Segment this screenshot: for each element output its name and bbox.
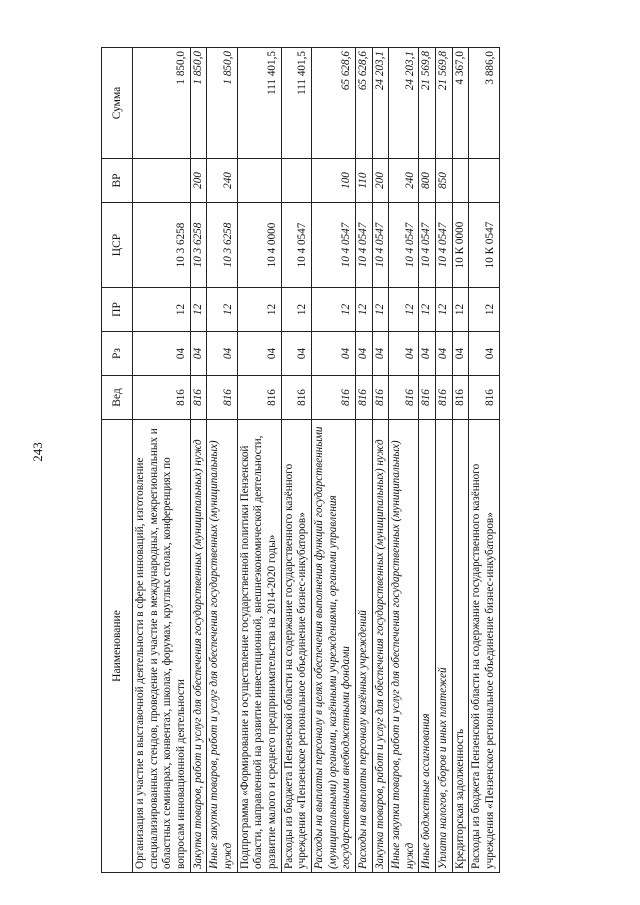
cell-pr: 12 [469, 288, 499, 332]
cell-ved: 816 [311, 376, 355, 420]
cell-name: Закупка товаров, работ и услуг для обеспечения государственных (муниципальных) нужд [372, 420, 389, 873]
cell-csr: 10 3 6258 [190, 203, 207, 288]
cell-csr: 10 3 6258 [207, 203, 237, 288]
cell-pr: 12 [281, 288, 311, 332]
cell-csr: 10 К 0547 [469, 203, 499, 288]
cell-csr: 10 К 0000 [452, 203, 469, 288]
cell-csr: 10 3 6258 [133, 203, 191, 288]
cell-vr: 800 [419, 159, 436, 203]
cell-vr: 200 [372, 159, 389, 203]
cell-ved: 816 [389, 376, 419, 420]
cell-rz: 04 [237, 332, 281, 376]
cell-name: Иные бюджетные ассигнования [419, 420, 436, 873]
cell-csr: 10 4 0547 [419, 203, 436, 288]
cell-vr: 100 [311, 159, 355, 203]
cell-sum: 1 850,0 [190, 48, 207, 159]
cell-sum: 21 569,8 [436, 48, 453, 159]
cell-sum: 24 203,1 [389, 48, 419, 159]
table-row [419, 48, 436, 873]
cell-sum: 111 401,5 [281, 48, 311, 159]
cell-name: Иные закупки товаров, работ и услуг для обеспечения государственных (муниципальных) нужд [207, 420, 237, 873]
cell-ved: 816 [207, 376, 237, 420]
cell-ved: 816 [469, 376, 499, 420]
cell-sum: 65 628,6 [311, 48, 355, 159]
table-row [372, 48, 389, 873]
cell-ved: 816 [190, 376, 207, 420]
cell-csr: 10 4 0547 [436, 203, 453, 288]
table-row [311, 48, 355, 873]
cell-pr: 12 [452, 288, 469, 332]
cell-vr: 240 [207, 159, 237, 203]
table-row [207, 48, 237, 873]
cell-ved: 816 [452, 376, 469, 420]
cell-name: Закупка товаров, работ и услуг для обеспечения государственных (муниципальных) нужд [190, 420, 207, 873]
cell-sum: 21 569,8 [419, 48, 436, 159]
table-row [281, 48, 311, 873]
cell-csr: 10 4 0547 [372, 203, 389, 288]
header-row [102, 48, 133, 873]
cell-name: Расходы на выплаты персоналу казённых учреждений [355, 420, 372, 873]
cell-ved: 816 [419, 376, 436, 420]
cell-vr [469, 159, 499, 203]
cell-sum: 1 850,0 [207, 48, 237, 159]
cell-sum: 3 886,0 [469, 48, 499, 159]
cell-rz: 04 [311, 332, 355, 376]
cell-csr: 10 4 0547 [281, 203, 311, 288]
table-row [469, 48, 499, 873]
cell-vr: 110 [355, 159, 372, 203]
rotated-table-wrapper [101, 48, 500, 873]
cell-pr: 12 [237, 288, 281, 332]
cell-pr: 12 [419, 288, 436, 332]
cell-pr: 12 [190, 288, 207, 332]
cell-ved: 816 [237, 376, 281, 420]
cell-vr: 850 [436, 159, 453, 203]
page-number: 243 [30, 442, 45, 462]
cell-sum: 24 203,1 [372, 48, 389, 159]
cell-vr [237, 159, 281, 203]
cell-vr [281, 159, 311, 203]
cell-sum: 111 401,5 [237, 48, 281, 159]
cell-rz: 04 [133, 332, 191, 376]
cell-sum: 65 628,6 [355, 48, 372, 159]
header-vr: ВР [102, 159, 133, 203]
table-row [355, 48, 372, 873]
cell-rz: 04 [436, 332, 453, 376]
cell-rz: 04 [190, 332, 207, 376]
cell-pr: 12 [436, 288, 453, 332]
cell-sum: 1 850,0 [133, 48, 191, 159]
cell-vr [133, 159, 191, 203]
table-row [133, 48, 191, 873]
cell-rz: 04 [372, 332, 389, 376]
header-ved: Вед [102, 376, 133, 420]
cell-name: Подпрограмма «Формирование и осуществление государственной политики Пензенской области, направленной на развитие инвестиционной, внешнеэкономической деятельности, развитие малого и среднего предпринимательства на 2014-2020 годы» [237, 420, 281, 873]
cell-ved: 816 [436, 376, 453, 420]
cell-ved: 816 [281, 376, 311, 420]
cell-ved: 816 [355, 376, 372, 420]
budget-table [101, 47, 500, 873]
cell-name: Кредиторская задолженность [452, 420, 469, 873]
cell-rz: 04 [452, 332, 469, 376]
table-body [133, 48, 500, 873]
table-row [237, 48, 281, 873]
cell-ved: 816 [133, 376, 191, 420]
cell-csr: 10 4 0547 [355, 203, 372, 288]
cell-name: Иные закупки товаров, работ и услуг для обеспечения государственных (муниципальных) нужд [389, 420, 419, 873]
table-row [389, 48, 419, 873]
cell-rz: 04 [469, 332, 499, 376]
header-pr: ПР [102, 288, 133, 332]
cell-rz: 04 [389, 332, 419, 376]
cell-ved: 816 [372, 376, 389, 420]
cell-vr [452, 159, 469, 203]
cell-csr: 10 4 0547 [311, 203, 355, 288]
header-sum: Сумма [102, 48, 133, 159]
cell-rz: 04 [281, 332, 311, 376]
cell-sum: 4 367,0 [452, 48, 469, 159]
cell-name: Уплата налогов, сборов и иных платежей [436, 420, 453, 873]
cell-csr: 10 4 0547 [389, 203, 419, 288]
cell-rz: 04 [207, 332, 237, 376]
cell-pr: 12 [311, 288, 355, 332]
cell-csr: 10 4 0000 [237, 203, 281, 288]
cell-vr: 240 [389, 159, 419, 203]
cell-name: Расходы на выплаты персоналу в целях обеспечения выполнения функций государственными (муниципальными) органами, казёнными учреждениями, органами управления государственными внебюджетными фондами [311, 420, 355, 873]
cell-pr: 12 [372, 288, 389, 332]
cell-rz: 04 [355, 332, 372, 376]
cell-name: Организация и участие в выставочной деятельности в сфере инноваций, изготовление специализированных стендов, проведение и участие в международных, межрегиональных и областных семинарах, конвентах, школах, форумах, круглых столах, конференциях по вопросам инновационной деятельности [133, 420, 191, 873]
cell-name: Расходы из бюджета Пензенской области на содержание государственного казённого учреждения «Пензенское региональное объединение бизнес-инкубаторов» [469, 420, 499, 873]
table-row [436, 48, 453, 873]
cell-rz: 04 [419, 332, 436, 376]
cell-pr: 12 [355, 288, 372, 332]
cell-vr: 200 [190, 159, 207, 203]
header-csr: ЦСР [102, 203, 133, 288]
table-row [190, 48, 207, 873]
cell-pr: 12 [207, 288, 237, 332]
cell-pr: 12 [133, 288, 191, 332]
header-name: Наименование [102, 420, 133, 873]
table-row [452, 48, 469, 873]
cell-name: Расходы из бюджета Пензенской области на содержание государственного казённого учреждения «Пензенское региональное объединение бизнес-инкубаторов» [281, 420, 311, 873]
header-rz: Рз [102, 332, 133, 376]
cell-pr: 12 [389, 288, 419, 332]
